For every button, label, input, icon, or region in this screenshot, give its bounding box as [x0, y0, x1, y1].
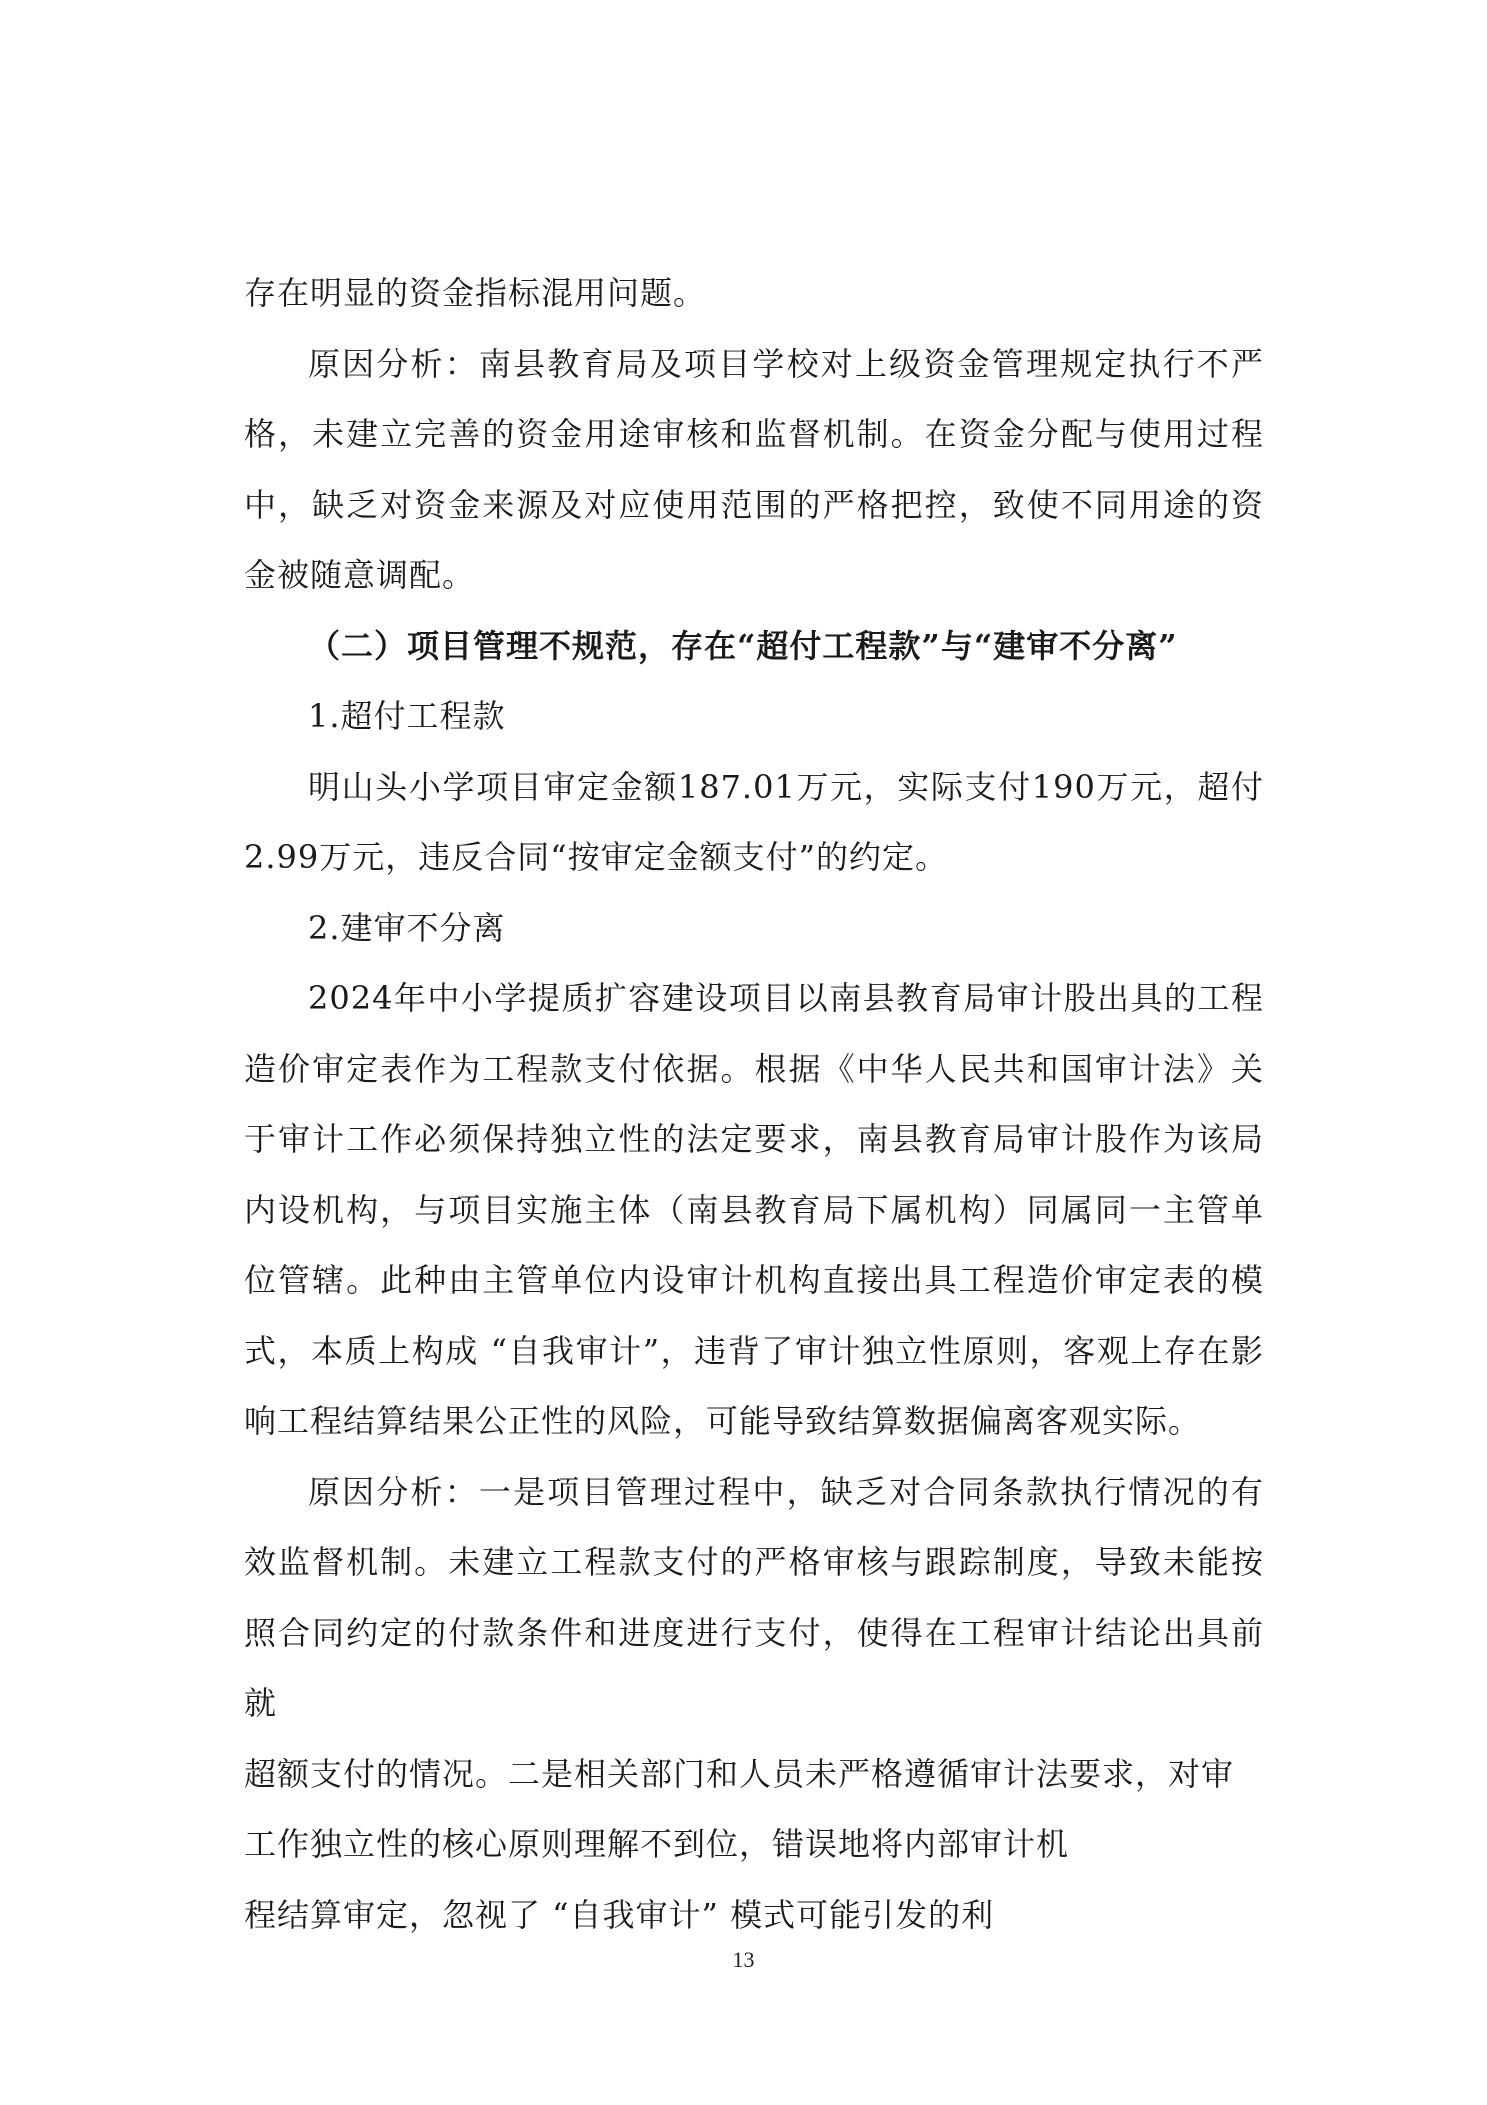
- subheading-audit-separation: 2.建审不分离: [308, 908, 506, 947]
- paragraph-cause-analysis-1: 原因分析：南县教育局及项目学校对上级资金管理规定执行不严格，未建立完善的资金用途审核和监督机制。在资金分配与使用过程中，缺乏对资金来源及对应使用范围的严格把控，致使不同用途的资金被随意调配。: [244, 344, 1264, 594]
- paragraph-audit-separation: 2024年中小学提质扩容建设项目以南县教育局审计股出具的工程造价审定表作为工程款支付依据。根据《中华人民共和国审计法》关于审计工作必须保持独立性的法定要求，南县教育局审计股作为该局内设机构，与项目实施主体（南县教育局下属机构）同属同一主管单位管辖。此种由主管单位内设审计机构直接出具工程造价审定表的模式，本质上构成 “自我审计”，违背了审计独立性原则，客观上存在影响工程结算结果公正性的风险，可能导致结算数据偏离客观实际。: [244, 979, 1264, 1440]
- document-body: [244, 258, 1264, 1950]
- paragraph-continuation: 存在明显的资金指标混用问题。: [244, 274, 707, 312]
- section-heading-2: （二）项目管理不规范，存在“超付工程款”与“建审不分离”: [308, 626, 1178, 665]
- paragraph-cause-analysis-2-line: 超额支付的情况。二是相关部门和人员未严格遵循审计法要求，对审: [244, 1754, 1235, 1793]
- paragraph-overpayment: 明山头小学项目审定金额187.01万元，实际支付190万元，超付2.99万元，违反合同“按审定金额支付”的约定。: [244, 767, 1264, 876]
- paragraph-cause-analysis-2-line: 程结算审定，忽视了 “自我审计” 模式可能引发的利: [244, 1895, 995, 1934]
- paragraph-cause-analysis-2-line: 工作独立性的核心原则理解不到位，错误地将内部审计机: [244, 1825, 1070, 1863]
- paragraph-cause-analysis-2: 原因分析：一是项目管理过程中，缺乏对合同条款执行情况的有效监督机制。未建立工程款支付的严格审核与跟踪制度，导致未能按照合同约定的付款条件和进度进行支付，使得在工程审计结论出具前就: [244, 1472, 1264, 1722]
- subheading-overpayment: 1.超付工程款: [308, 697, 506, 735]
- page-number: 13: [732, 1947, 755, 1972]
